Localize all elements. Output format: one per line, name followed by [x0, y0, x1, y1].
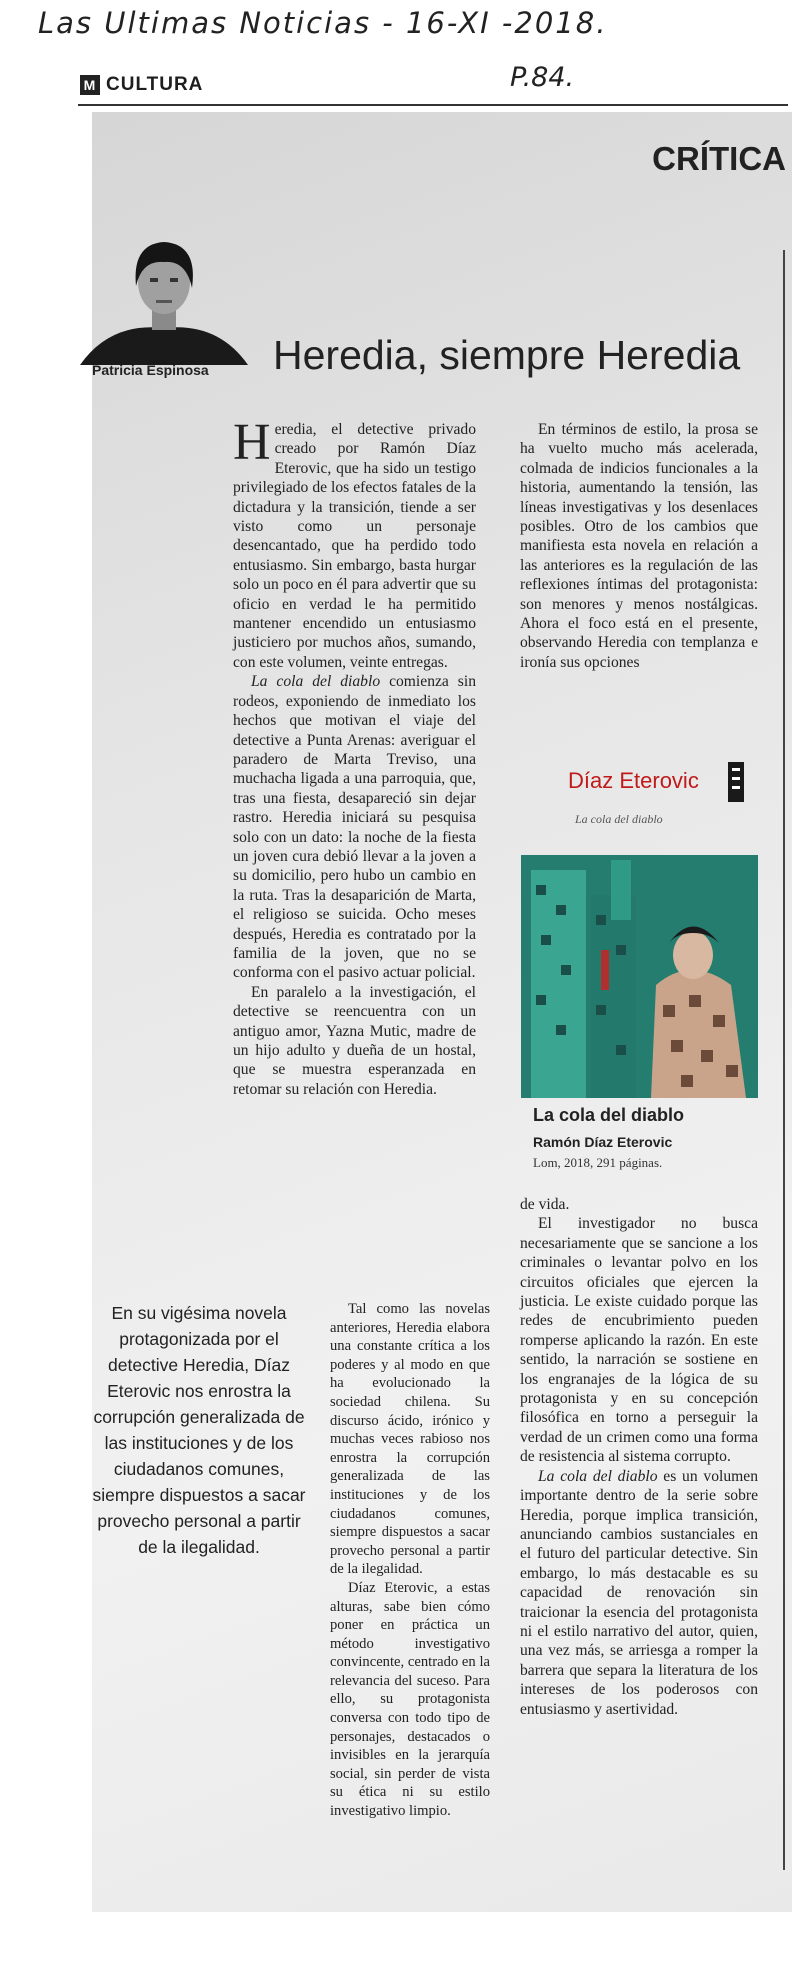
- section-label: CULTURA: [106, 74, 204, 95]
- book-publisher: Lom, 2018, 291 páginas.: [533, 1155, 663, 1170]
- paragraph: En paralelo a la investigación, el detective se reencuentra con un antiguo amor, Yazna Mutic, madre de un hijo adulto y dueña de un hostal, que se muestra esperanzada en retomar su relación con Heredia.: [233, 983, 476, 1098]
- book-cover-image: [521, 855, 758, 1098]
- portrait-illustration: [80, 230, 248, 365]
- paragraph: eredia, el detective privado creado por Ramón Díaz Eterovic, que ha sido un testigo privilegiado de los efectos fatales de la dictadura y la transición, tiende a ser visto como un personaje desencantado, que ha perdido todo entusiasmo. Sin embargo, basta hurgar solo un poco en él para advertir que su oficio en verdad le ha permitido mantener encendido un entusiasmo justiciero por muchos años, sumando, con este volumen, veinte entregas.: [233, 421, 476, 671]
- column-border: [783, 250, 785, 1870]
- paragraph: Tal como las novelas anteriores, Heredia elabora una constante crítica a los poderes y al modo en que ha evolucionado la sociedad chilena. Su discurso ácido, irónico y muchas veces rabioso nos enrostra la corrupción generalizada de las instituciones y de los ciudadanos comunes, siempre dispuestos a sacar provecho personal a partir de la ilegalidad.: [330, 1301, 490, 1578]
- author-portrait: [80, 230, 248, 365]
- paragraph: de vida.: [520, 1196, 570, 1213]
- author-byline: Patricia Espinosa: [92, 362, 209, 378]
- paragraph: El investigador no busca necesariamente que se sancione a los criminales o levantar polvo en los circuitos oficiales que ejercen la justicia. Le existe cuidado porque las redes de encubrimiento pueden romperse aplicando la razón. En este sentido, la narración se sostiene en los engranajes de la lógica de su protagonista y en su concepción filosófica en torno a perseguir la verdad de un crimen como una forma de resistencia al sistema corrupto.: [520, 1215, 758, 1466]
- newspaper-logo-icon: M: [80, 75, 100, 95]
- book-title-ref: La cola del diablo: [251, 673, 381, 691]
- header-rule: [78, 104, 788, 106]
- book-title-ref: La cola del diablo: [538, 1467, 658, 1485]
- cover-author: Díaz Eterovic: [568, 768, 699, 793]
- paragraph: En términos de estilo, la prosa se ha vuelto mucho más acelerada, colmada de indicios funcionales a la historia, aumentando la tensión, las líneas investigativas y los desenlaces posibles. Otro de los cambios que manifiesta esta novela en relación a las anteriores es la regulación de las reflexiones íntimas del protagonista: son menores y menos nostálgicas. Ahora el foco está en el presente, observando Heredia con templanza e ironía sus opciones: [520, 421, 758, 671]
- pull-quote: En su vigésima novela protagonizada por el detective Heredia, Díaz Eterovic nos enrostra la corrupción generalizada de las instituciones y de los ciudadanos comunes, siempre dispuestos a sacar provecho personal a partir de la ilegalidad.: [92, 1303, 306, 1557]
- paragraph: comienza sin rodeos, exponiendo de inmediato los hechos que motivan el viaje del detective a Punta Arenas: averiguar el paradero de Marta Treviso, una muchacha ligada a una parroquia, que, tras una fiesta, desapareció sin dejar rastro. Heredia iniciará su pesquisa solo con un dato: la noche de la fiesta un joven cura debió llevar a la joven a su domicilio, pero hubo un cambio en la ruta. Tras la desaparición de Marta, el religioso se suicida. Ocho meses después, Heredia es contratado por la familia de la joven, que no se conforma con el pasivo actuar policial.: [233, 673, 476, 982]
- section-header: [80, 74, 203, 96]
- body-column-3-bottom: [520, 1195, 758, 1719]
- drop-cap: H: [233, 414, 271, 471]
- book-title: La cola del diablo: [533, 1105, 685, 1125]
- handwritten-page-number: P.84.: [510, 62, 575, 93]
- body-column-1: [233, 414, 476, 1099]
- body-column-2: [330, 1300, 490, 1821]
- publisher-logo-icon: [728, 762, 744, 802]
- book-author: Ramón Díaz Eterovic: [533, 1134, 673, 1150]
- handwritten-source-note: Las Ultimas Noticias - 16-XI -2018.: [38, 6, 608, 40]
- headline: Heredia, siempre Heredia: [273, 332, 741, 378]
- body-column-3-top: [520, 420, 758, 672]
- paragraph: es un volumen importante dentro de la serie sobre Heredia, porque implica transición, anunciando cambios sustanciales en el futuro del particular detective. Sin embargo, lo más destacable es su capacidad de renovación sin traicionar la esencia del protagonista ni el estilo narrativo del autor, quien, una vez más, se arriesga a romper la barrera que separa la literatura de los intereses de los poderosos con entusiasmo y asertividad.: [520, 1467, 758, 1718]
- paragraph: Díaz Eterovic, a estas alturas, sabe bien cómo poner en práctica un método investigativo convincente, centrado en la relevancia del suceso. Para ello, su protagonista conversa con todo tipo de personajes, destacados o invisibles en la jerarquía social, sin perder de vista su ética ni su estilo investigativo limpio.: [330, 1579, 490, 1820]
- cover-illustration: [521, 855, 758, 1098]
- cover-subtitle: La cola del diablo: [575, 812, 663, 826]
- kicker-label: CRÍTICA: [652, 140, 786, 177]
